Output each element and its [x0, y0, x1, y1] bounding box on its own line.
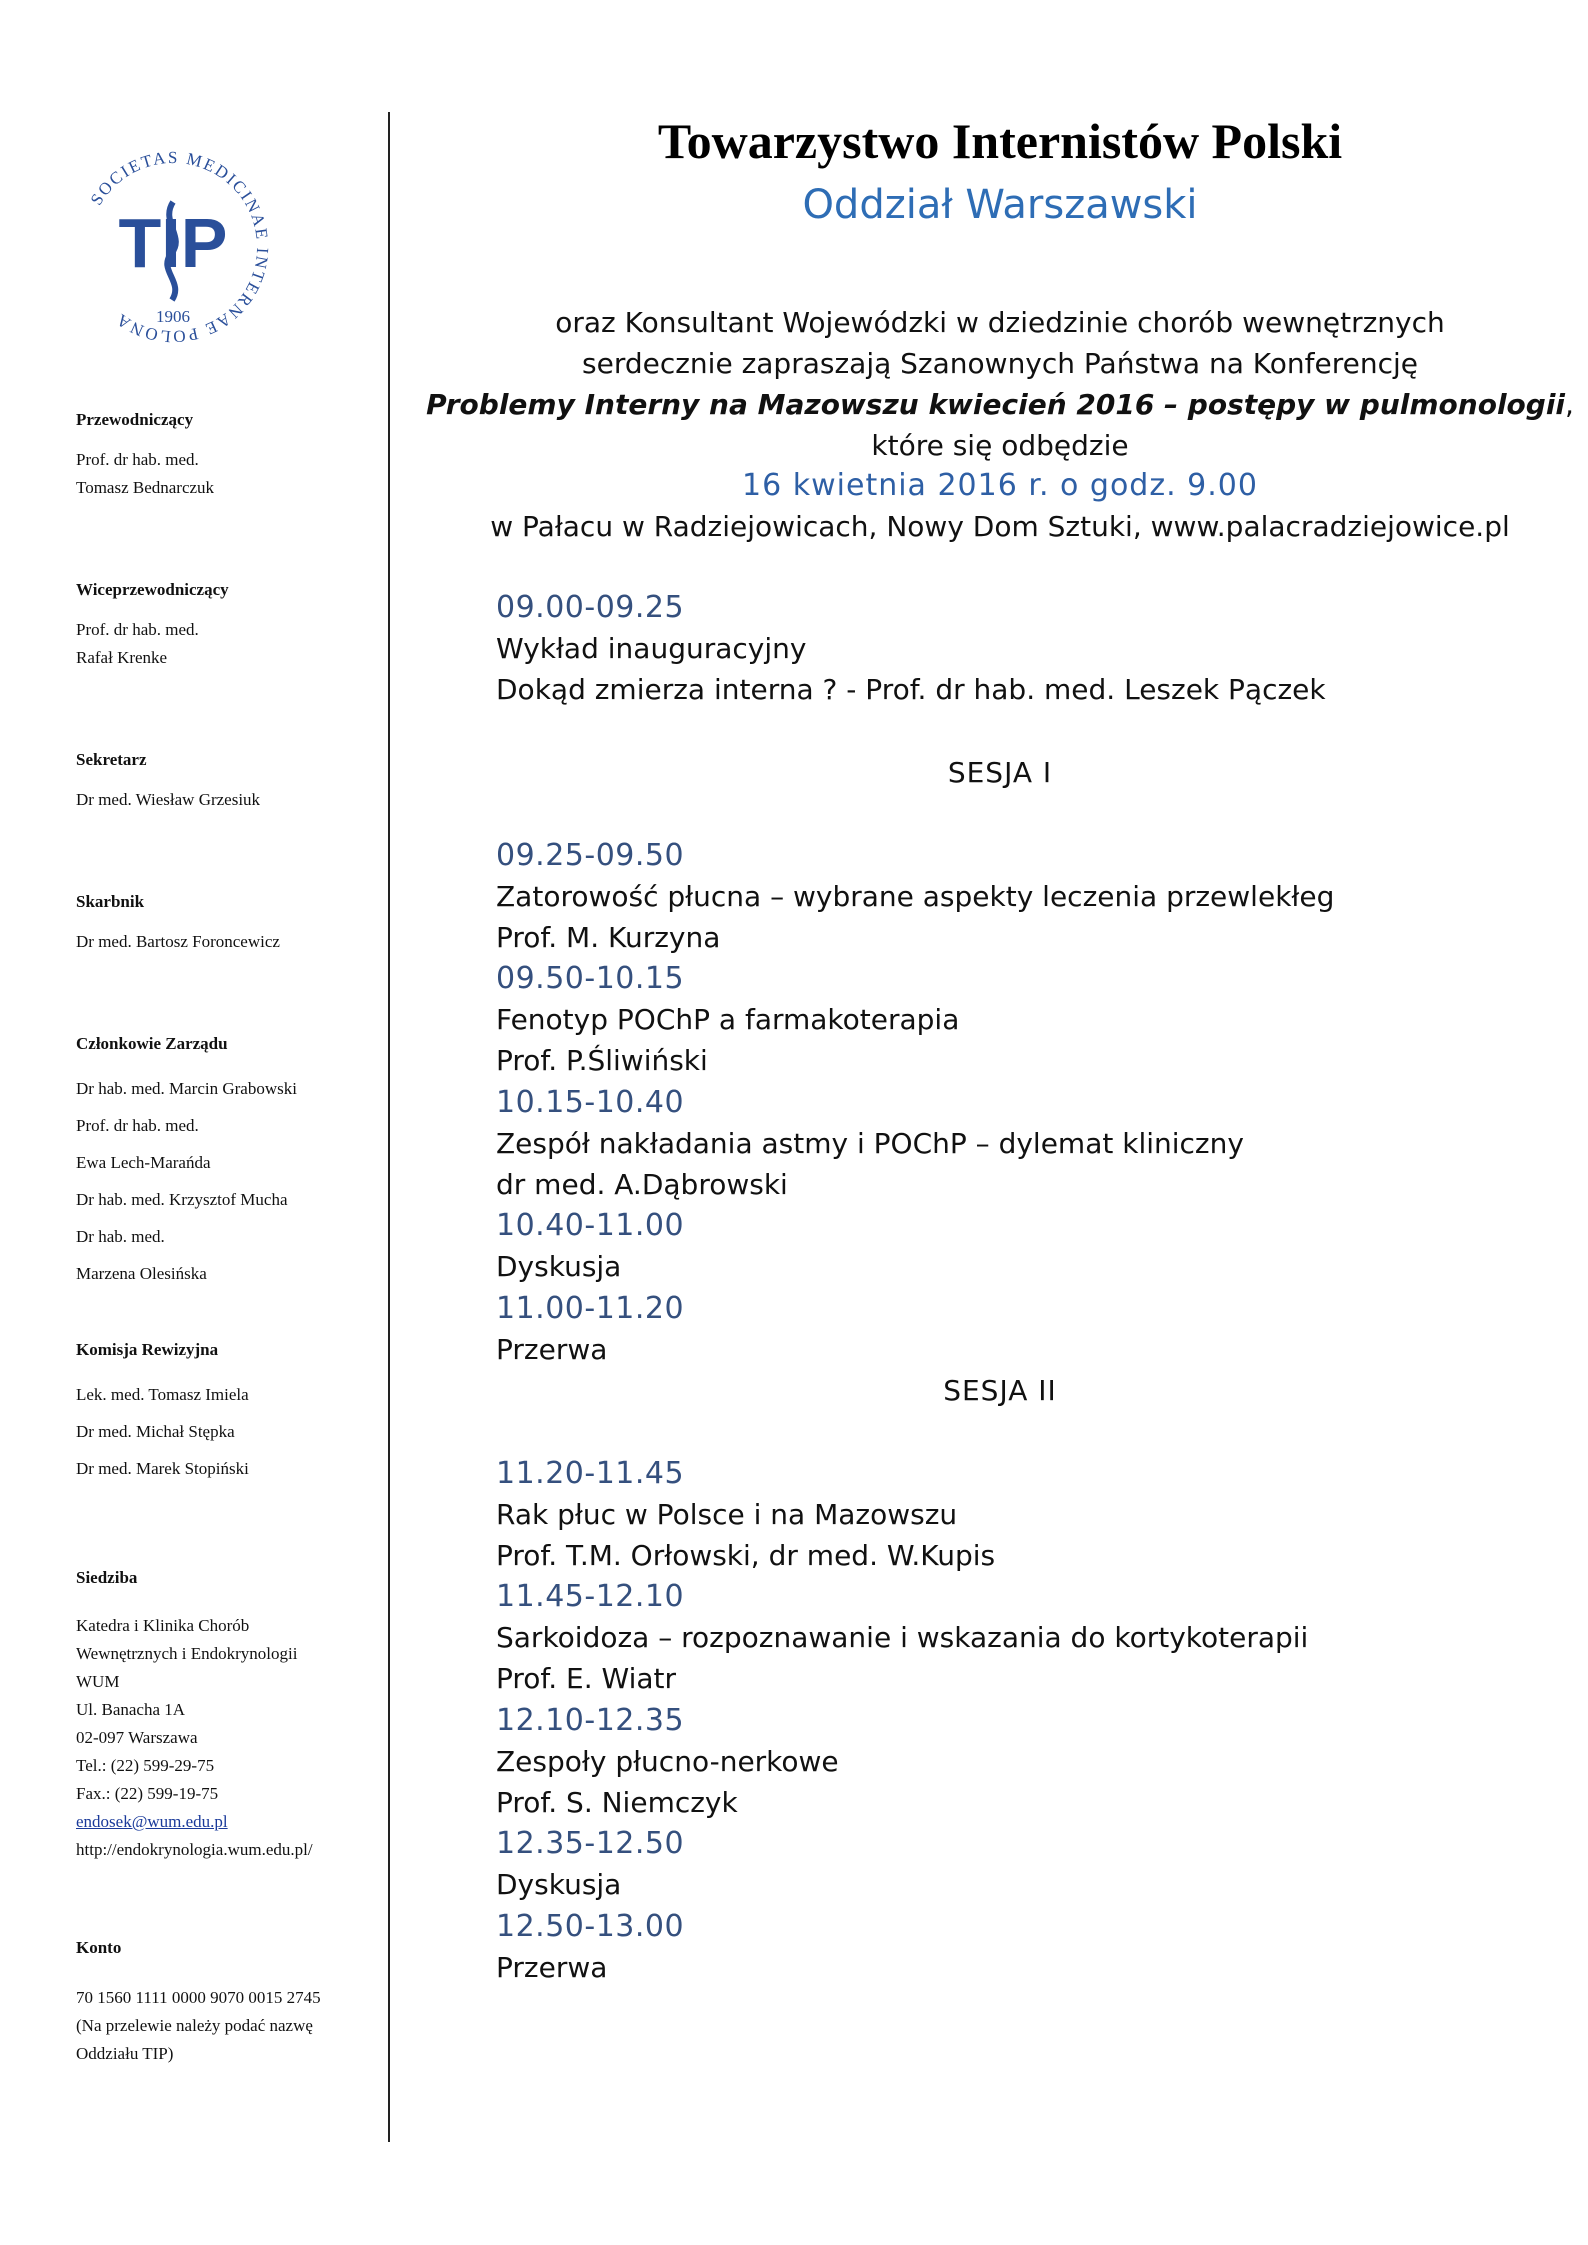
audit-line: Lek. med. Tomasz Imiela — [76, 1385, 249, 1404]
chair-line: Prof. dr hab. med. — [76, 450, 199, 469]
program-line: dr med. A.Dąbrowski — [496, 1168, 788, 1201]
board-line: Ewa Lech-Marańda — [76, 1153, 211, 1172]
venue-line: w Pałacu w Radziejowicach, Nowy Dom Sztuki, www.palacradziejowice.pl — [490, 510, 1510, 543]
program-line: Wykład inauguracyjny — [496, 632, 807, 665]
program-line: Zespół nakładania astmy i POChP – dylemat kliniczny — [496, 1127, 1244, 1160]
sidebar-secretary — [76, 750, 376, 814]
account-line: (Na przelewie należy podać nazwę — [76, 2016, 313, 2035]
vice-heading: Wiceprzewodniczący — [76, 580, 229, 599]
program-time: 11.45-12.10 — [496, 1579, 685, 1614]
seat-line: Wewnętrznych i Endokrynologii — [76, 1644, 298, 1663]
sidebar-vice — [76, 580, 376, 672]
program-time: 09.00-09.25 — [496, 590, 685, 625]
board-line: Dr hab. med. — [76, 1227, 165, 1246]
audit-heading: Komisja Rewizyjna — [76, 1340, 219, 1359]
board-line: Marzena Olesińska — [76, 1264, 207, 1283]
program-line: Prof. T.M. Orłowski, dr med. W.Kupis — [496, 1539, 996, 1572]
website-text: http://endokrynologia.wum.edu.pl/ — [76, 1840, 313, 1859]
seat-line: WUM — [76, 1672, 120, 1691]
event-date: 16 kwietnia 2016 r. o godz. 9.00 — [742, 468, 1258, 503]
seat-heading: Siedziba — [76, 1568, 138, 1587]
sidebar-chair — [76, 410, 376, 502]
board-line: Prof. dr hab. med. — [76, 1116, 199, 1135]
program-time: 09.25-09.50 — [496, 838, 685, 873]
tip-logo — [68, 142, 278, 352]
intro-line: oraz Konsultant Wojewódzki w dziedzinie chorób wewnętrznych — [555, 306, 1445, 339]
secretary-line: Dr med. Wiesław Grzesiuk — [76, 790, 261, 809]
program-time: 12.50-13.00 — [496, 1909, 685, 1944]
program-time: 10.40-11.00 — [496, 1208, 685, 1243]
seat-line: Tel.: (22) 599-29-75 — [76, 1756, 215, 1775]
account-heading: Konto — [76, 1938, 122, 1957]
program-line: Dyskusja — [496, 1250, 622, 1283]
session-heading: SESJA I — [947, 756, 1053, 789]
main-content — [420, 0, 1574, 2245]
conference-title-line — [420, 388, 1580, 421]
program-line: Prof. E. Wiatr — [496, 1662, 677, 1695]
program-line: Dokąd zmierza interna ? - Prof. dr hab. med. Leszek Pączek — [496, 673, 1326, 706]
treasurer-heading: Skarbnik — [76, 892, 145, 911]
program-line: Rak płuc w Polsce i na Mazowszu — [496, 1498, 958, 1531]
audit-line: Dr med. Michał Stępka — [76, 1422, 235, 1441]
logo-ring-text: SOCIETAS MEDICINAE INTERNAE POLONA — [86, 147, 273, 347]
column-divider — [388, 112, 390, 2142]
program-time: 11.00-11.20 — [496, 1291, 685, 1326]
organization-title: Towarzystwo Internistów Polski — [657, 113, 1343, 169]
seat-line: Katedra i Klinika Chorób — [76, 1616, 250, 1635]
session-heading: SESJA II — [943, 1374, 1057, 1407]
vice-line: Rafał Krenke — [76, 648, 168, 667]
program-line: Dyskusja — [496, 1868, 622, 1901]
program-line: Przerwa — [496, 1951, 608, 1984]
sidebar-treasurer — [76, 892, 376, 956]
sidebar-audit — [76, 1340, 376, 1487]
program-line: Prof. P.Śliwiński — [496, 1044, 708, 1077]
sidebar — [0, 0, 388, 2245]
program-line: Zespoły płucno-nerkowe — [496, 1745, 839, 1778]
board-heading: Członkowie Zarządu — [76, 1034, 228, 1053]
program-time: 09.50-10.15 — [496, 961, 685, 996]
board-line: Dr hab. med. Marcin Grabowski — [76, 1079, 297, 1098]
seat-line: Ul. Banacha 1A — [76, 1700, 186, 1719]
sidebar-board — [76, 1034, 376, 1292]
board-line: Dr hab. med. Krzysztof Mucha — [76, 1190, 288, 1209]
email-link[interactable]: endosek@wum.edu.pl — [76, 1812, 228, 1831]
program-time: 12.35-12.50 — [496, 1826, 685, 1861]
program-line: Sarkoidoza – rozpoznawanie i wskazania do kortykoterapii — [496, 1621, 1309, 1654]
chair-heading: Przewodniczący — [76, 410, 194, 429]
intro-line: które się odbędzie — [871, 429, 1129, 462]
seat-line: 02-097 Warszawa — [76, 1728, 198, 1747]
sidebar-account — [76, 1938, 376, 2068]
intro-line: serdecznie zapraszają Szanownych Państwa na Konferencję — [582, 347, 1418, 380]
seat-line: Fax.: (22) 599-19-75 — [76, 1784, 219, 1803]
logo-monogram: TIP — [118, 204, 228, 282]
account-line: Oddziału TIP) — [76, 2044, 174, 2063]
vice-line: Prof. dr hab. med. — [76, 620, 199, 639]
secretary-heading: Sekretarz — [76, 750, 147, 769]
program-time: 11.20-11.45 — [496, 1456, 685, 1491]
program-time: 12.10-12.35 — [496, 1703, 685, 1738]
treasurer-line: Dr med. Bartosz Foroncewicz — [76, 932, 280, 951]
program-line: Fenotyp POChP a farmakoterapia — [496, 1003, 960, 1036]
program-line: Prof. S. Niemczyk — [496, 1786, 738, 1819]
organization-subtitle: Oddział Warszawski — [802, 182, 1198, 228]
account-line: 70 1560 1111 0000 9070 0015 2745 — [76, 1988, 321, 2007]
chair-line: Tomasz Bednarczuk — [76, 478, 215, 497]
audit-line: Dr med. Marek Stopiński — [76, 1459, 249, 1478]
conference-comma: , — [1565, 388, 1574, 421]
program-time: 10.15-10.40 — [496, 1085, 685, 1120]
program-line: Przerwa — [496, 1333, 608, 1366]
program-line: Zatorowość płucna – wybrane aspekty leczenia przewlekłeg — [496, 880, 1335, 913]
program-line: Prof. M. Kurzyna — [496, 921, 721, 954]
sidebar-seat — [76, 1568, 376, 1864]
logo-year: 1906 — [156, 307, 190, 326]
conference-title: Problemy Interny na Mazowszu kwiecień 2016 – postępy w pulmonologii — [426, 388, 1566, 421]
